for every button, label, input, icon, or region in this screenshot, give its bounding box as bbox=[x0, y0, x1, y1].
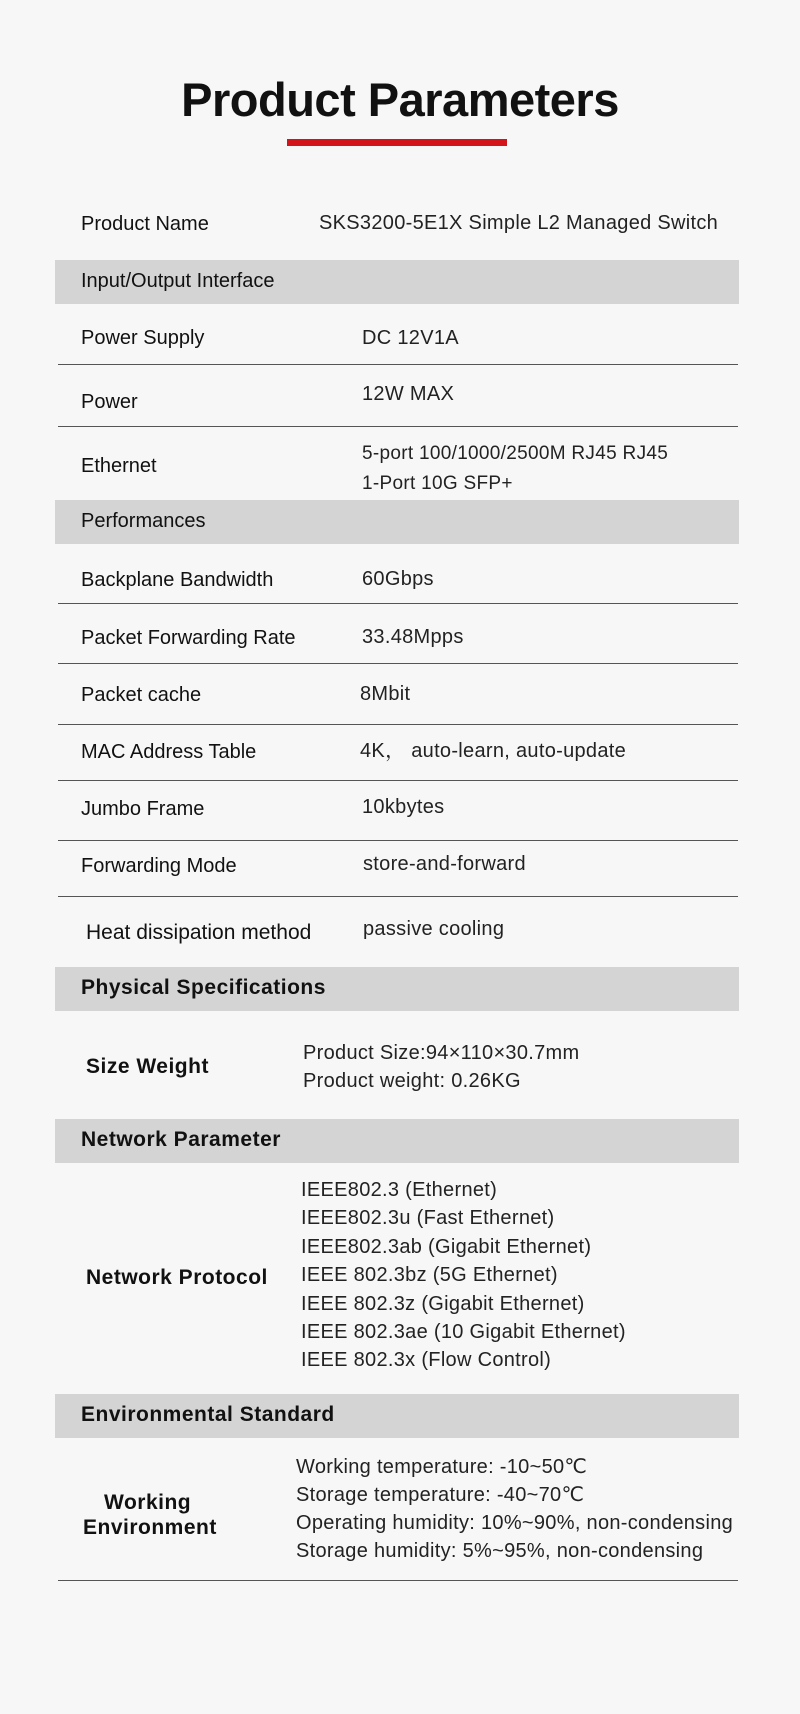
forwarding-rate-label: Packet Forwarding Rate bbox=[81, 627, 296, 649]
protocol-item: IEEE 802.3ae (10 Gigabit Ethernet) bbox=[301, 1321, 626, 1343]
size-weight-label: Size Weight bbox=[86, 1055, 209, 1078]
section-network-parameter-title: Network Parameter bbox=[81, 1128, 281, 1151]
mac-table-label: MAC Address Table bbox=[81, 741, 257, 763]
power-value: 12W MAX bbox=[362, 383, 455, 405]
row-divider bbox=[58, 426, 738, 427]
section-physical-specifications bbox=[55, 967, 739, 1011]
working-environment-label-line1: Working bbox=[104, 1491, 192, 1514]
jumbo-frame-label: Jumbo Frame bbox=[81, 798, 205, 820]
protocol-item: IEEE802.3u (Fast Ethernet) bbox=[301, 1207, 555, 1229]
packet-cache-label: Packet cache bbox=[81, 684, 202, 706]
heat-dissipation-label: Heat dissipation method bbox=[86, 921, 312, 944]
mac-table-value: 4K， auto-learn, auto-update bbox=[360, 740, 627, 762]
row-divider bbox=[58, 663, 738, 664]
section-network-parameter bbox=[55, 1119, 739, 1163]
ethernet-value-2: 1-Port 10G SFP+ bbox=[362, 473, 513, 494]
ethernet-label: Ethernet bbox=[81, 455, 157, 477]
row-divider bbox=[58, 364, 738, 365]
product-name-label: Product Name bbox=[81, 213, 209, 235]
section-io-interface-title: Input/Output Interface bbox=[81, 270, 275, 292]
working-environment-label-line2: Environment bbox=[83, 1516, 217, 1539]
jumbo-frame-value: 10kbytes bbox=[362, 796, 445, 818]
row-divider bbox=[58, 780, 738, 781]
page-title: Product Parameters bbox=[181, 73, 619, 126]
section-io-interface bbox=[55, 260, 739, 304]
power-supply-value: DC 12V1A bbox=[362, 327, 459, 349]
protocol-item: IEEE 802.3x (Flow Control) bbox=[301, 1349, 552, 1371]
row-divider bbox=[58, 840, 738, 841]
row-divider bbox=[58, 724, 738, 725]
section-performances-title: Performances bbox=[81, 510, 206, 532]
forwarding-mode-label: Forwarding Mode bbox=[81, 855, 237, 877]
forwarding-mode-value: store-and-forward bbox=[363, 853, 526, 875]
backplane-value: 60Gbps bbox=[362, 568, 434, 590]
env-item: Working temperature: -10~50℃ bbox=[296, 1456, 588, 1478]
protocol-item: IEEE 802.3z (Gigabit Ethernet) bbox=[301, 1293, 585, 1315]
ethernet-value-1: 5-port 100/1000/2500M RJ45 RJ45 bbox=[362, 443, 669, 464]
power-supply-label: Power Supply bbox=[81, 327, 205, 349]
env-item: Storage humidity: 5%~95%, non-condensing bbox=[296, 1540, 704, 1562]
section-environmental-standard-title: Environmental Standard bbox=[81, 1403, 335, 1426]
forwarding-rate-value: 33.48Mpps bbox=[362, 626, 464, 648]
protocol-item: IEEE802.3 (Ethernet) bbox=[301, 1179, 498, 1201]
row-divider bbox=[58, 1580, 738, 1581]
row-divider bbox=[58, 603, 738, 604]
product-name-value: SKS3200-5E1X Simple L2 Managed Switch bbox=[319, 212, 719, 234]
weight-value: Product weight: 0.26KG bbox=[303, 1070, 521, 1092]
packet-cache-value: 8Mbit bbox=[360, 683, 411, 705]
network-protocol-label: Network Protocol bbox=[86, 1266, 268, 1289]
backplane-label: Backplane Bandwidth bbox=[81, 569, 274, 591]
env-item: Operating humidity: 10%~90%, non-condensing bbox=[296, 1512, 734, 1534]
size-value: Product Size:94×110×30.7mm bbox=[303, 1042, 580, 1064]
section-environmental-standard bbox=[55, 1394, 739, 1438]
title-underline bbox=[287, 139, 507, 146]
power-label: Power bbox=[81, 391, 138, 413]
env-item: Storage temperature: -40~70℃ bbox=[296, 1484, 585, 1506]
protocol-item: IEEE 802.3bz (5G Ethernet) bbox=[301, 1264, 558, 1286]
section-performances bbox=[55, 500, 739, 544]
row-divider bbox=[58, 896, 738, 897]
protocol-item: IEEE802.3ab (Gigabit Ethernet) bbox=[301, 1236, 592, 1258]
section-physical-specifications-title: Physical Specifications bbox=[81, 976, 326, 999]
heat-dissipation-value: passive cooling bbox=[363, 918, 505, 940]
